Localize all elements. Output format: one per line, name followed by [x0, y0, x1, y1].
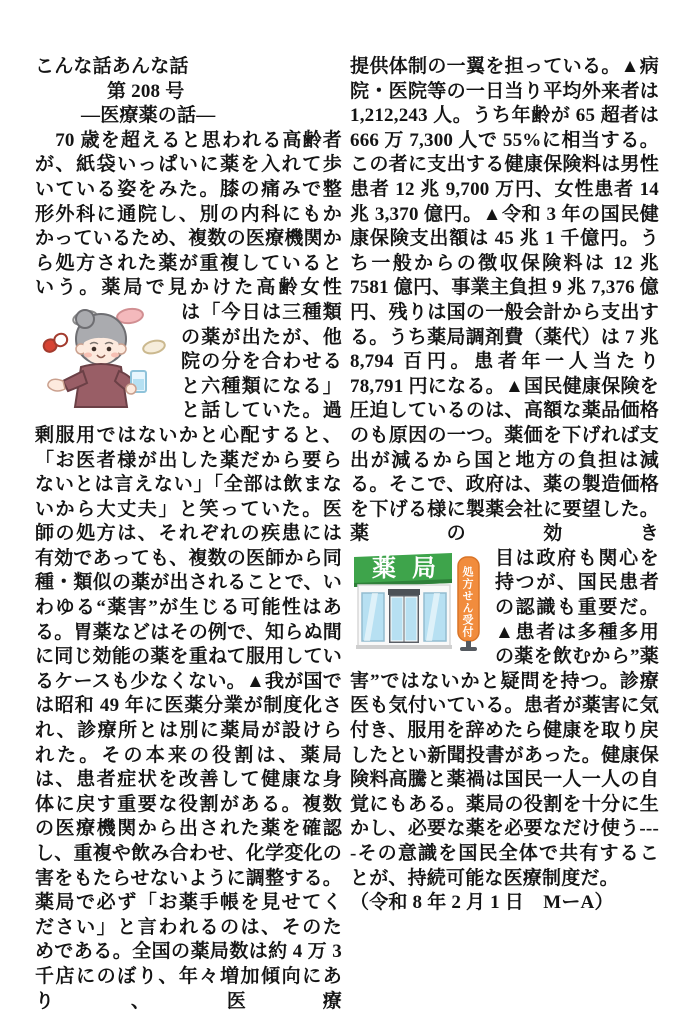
right-paragraph-1: 提供体制の一翼を担っている。▲病院・医院等の一日当り平均外来者は 1,212,243 人。うち年齢が 65 超者は 666 万 7,300 人で 55%に相当する。この者に支出する健康保険料は男性患者 12 兆 9,700 万円、女性患者 14 兆 3,370 億円。▲令和 3 年の国民健康保険支出額は 45 兆 1 千億円。うち一般からの徴収保険料は 12 兆 7581 億円、事業主負担 9 兆 7,376 億円、残りは国の一般会計から支出する。うち薬局調剤費（薬代）は 7 兆 8,794 百円。患者年一人当たり 78,791 円になる。▲国民健康保険を圧迫しているのは、高額な薬品価格のも原因の一つ。薬価を下げれば支出が減るから国と地方の負担は減る。そこで、政府は、薬の製造価格を下げる様に製薬会社に要望した。薬の効き [350, 56, 660, 545]
right-column [350, 55, 659, 1024]
left-paragraph-1: 70 歳を超えると思われる高齢者が、紙袋いっぱいに薬を入れて歩いている姿をみた。膝の痛みで整形外科に通院し、別の内科にもかかっているため、複数の医療機関から処方された薬が重複しているという。薬局で見かけた高齢女性 [35, 129, 342, 299]
article-subtitle: ―医療薬の話― [81, 105, 216, 127]
prescription-banner-text: 処方せん受付 [461, 565, 473, 638]
pharmacy-illustration [350, 549, 495, 653]
page-title: こんな話あんな話 [35, 56, 189, 77]
issue-number: 第 208 号 [107, 80, 185, 102]
right-paragraph-2: 目は政府も関心を持つが、国民患者の認識も重要だ。▲患者は多種多用の薬を飲むから”薬害”ではないかと疑問を持つ。診療医も気付いている。患者が薬害に気付き、服用を辞めたら健康を取り戻したとい新聞投書があった。健康保険料高騰と薬禍は国民一人一人の自覚にもある。薬局の役割を十分に生かし、必要な薬を必要なだけ使う----その意識を国民全体で共有することが、持続可能な医療制度だ。 [350, 547, 659, 889]
signoff-date: （令和 8 年 2 月 1 日 MーA） [350, 892, 614, 914]
elderly-woman-icon [35, 303, 169, 411]
left-paragraph-2: は「今日は三種類の薬が出たが、他院の分を合わせると六種類になる」と話していた。過剰服用ではないかと心配すると、「お医者様が出した薬だから要らないとは言えない」「全部は飲まないから大丈夫」と笑っていた。医師の処方は、それぞれの疾患には有効であっても、複数の医師から同種・類似の薬が出されることで、いわゆる“薬害”が生じる可能性はある。胃薬などはその例で、知らぬ間に同じ効能の薬を重ねて服用しているケースも少なくない。▲我が国では昭和 49 年に医薬分業が制度化され、診療所とは別に薬局が設けられた。その本来の役割は、薬局は、患者症状を改善して健康な身体に戻す重要な役割がある。複数の医療機関から出された薬を確認し、重複や飲み合わせ、化学変化の害をもたらせないように調整する。薬局で必ず「お薬手帳を見せてください」と言われるのは、そのためである。全国の薬局数は約 4 万 3 千店にのぼり、年々増加傾向にあり、医療 [35, 301, 343, 1012]
left-column [35, 55, 342, 1024]
elderly-woman-illustration [35, 303, 181, 413]
capsule-icon [42, 332, 70, 354]
pharmacy-sign-text: 薬局 [372, 554, 452, 582]
right-paragraph-2-wrap [350, 547, 659, 891]
left-paragraph-2-wrap [35, 301, 342, 1014]
